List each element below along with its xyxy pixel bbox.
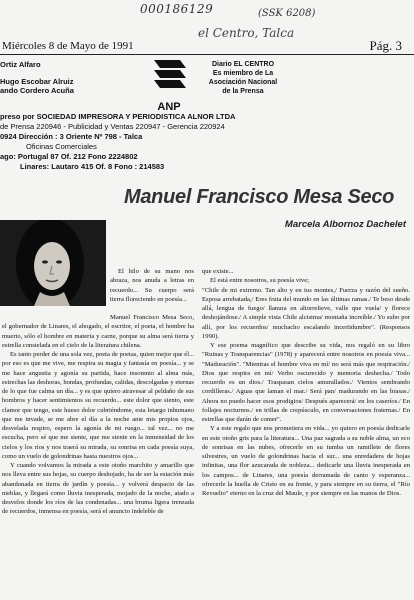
- address-line: 0924 Dirección : 3 Oriente Nº 798 - Talca: [0, 132, 143, 141]
- article-paragraph: Es tanto perder de una sola vez, poeta de poetas, quien mejor que él... por eso es que me vive, me respira su magia y fantasía en poesía... y se me hace angustia y agonía su partida, hace insomnio al alma más, estrechas las deshoras, hondas, profundas, calidas, descolgadas y eternas de lo que fue calma un día... y es que quiero atravesar al peldaño de sus hombros y hacer sentimientos su recuerdo... este dolor que siento, este clamor que tengo, este hueso dolor cubriéndome, esta letargo inhumano que me invade, se me abre el día a la noche ante mis propios ojos, desvelada respiro, espero la agonía de mi ruego... tal vez... no me escucha, pero sé que me siente, que me siente en la inmensidad de los cielos y los ríos y nos traerá su mirada, su sonrisa en cada poesía suya, como un vuelo de golondrinas hasta nuestros ojos...: [2, 351, 194, 460]
- anp-logo-text: ANP: [157, 101, 181, 113]
- staff-name: Ortiz Alfaro: [0, 60, 41, 69]
- anp-logo: [150, 58, 188, 113]
- article-column-1: [2, 313, 194, 517]
- article-paragraph: que existe...: [202, 268, 234, 275]
- anp-membership-note: [198, 60, 288, 96]
- page-number: Pág. 3: [369, 38, 402, 53]
- article-paragraph: El está entre nosotros, su poesía vive;: [210, 277, 310, 285]
- linares-office-line: Linares: Lautaro 415 Of. 8 Fono : 214583: [20, 162, 165, 171]
- article-column-2: [202, 267, 410, 498]
- anp-logo-graphic: [150, 58, 188, 98]
- anp-note-line: Es miembro de La: [212, 70, 274, 77]
- article-author: Marcela Albornoz Dachelet: [284, 219, 406, 230]
- article-paragraph: Y ese poema magnífico que describe su vida, nos regaló en su libro "Ruinas y Transparencias" (1978) y aparecerá entre nosotros en poesía viva... "Maduración". "Mientras el hombre viva en mí/ no será más que respiración./ Dios que respira en mí/ Verbo oscurecido y memoria deshecha./ Todo recuerdo es un dios./ Traspasan cielos amurallados./ Vientos sembrando cordilleras./ Aguas que laman el mar./ Será pan/ madurando en las brasas./ Ahora no puedo hacer esos prodigios/ Después aparecerá/ en los caseríos./ En follajes nocturnos./ en trillas de crepúsculo, en conversaciones fraternas./ En estrellas que darán de comer".: [202, 342, 410, 423]
- handwritten-archive-code: (SSK 6208): [258, 8, 316, 19]
- article-paragraph: Manuel Francisco Mesa Seco, el gobernador de Linares, el abogado, el escritor, el poeta, el hombre ha muerto, sólo el hombre en materia y carne, porque su alma será tierra y estrella constelada en el cielo de la literatura chilena.: [2, 314, 194, 349]
- article-paragraph: Y cuando volvamos la mirada a este otoño marchito y amarillo que nos lleva entre sus hojas, su cuerpo deshojado, ha de ser la estación más abandonada en tierra de jardín y poesía... y volverá despacio de las nieblas, y llegará como lluvia inesperada, mojado de la noche, atado a desvelos donde los ríos de las condenadas... una bruma ligera trenzada de recuerdos, inmensa en poesía, será el anuncio indeleble de: [2, 462, 194, 516]
- article-paragraph: "Chile de mi extremo. Tan alto y en tus montes,/ Fuerza y razón del sueño. Esposa arrebatada,/ Eres fruta del mundo en las últimas ramas./ Te beso desde allá, lengua de fuego/ llanura en altorrelieve, valle que vuela/ y florece deshojándose./ A simple vista Chile alcisima/ montaña increíble./ Yo subo por allí, por los recuerdos/ muchacho escalando incertidumbre". (Responsos 1990).: [202, 286, 410, 340]
- publisher-line: preso por SOCIEDAD IMPRESORA Y PERIODISTICA ALNOR LTDA: [0, 112, 236, 121]
- issue-date: Miércoles 8 de Mayo de 1991: [2, 40, 134, 52]
- staff-name: Hugo Escobar Alruiz: [0, 77, 74, 86]
- offices-line: Oficinas Comerciales: [26, 142, 97, 151]
- article-title: Manuel Francisco Mesa Seco: [124, 186, 395, 208]
- santiago-office-line: ago: Portugal 87 Of. 212 Fono 2224802: [0, 152, 138, 161]
- author-portrait-photo: [0, 220, 106, 306]
- header-rule: [0, 54, 414, 55]
- anp-note-line: Asociación Nacional: [208, 79, 278, 86]
- masthead-publisher-block: [0, 112, 300, 172]
- anp-note-line: Diario EL CENTRO: [211, 61, 275, 68]
- article-paragraph: El hilo de su mano nos abraza, nos anuda a letras en recuerdo... Su cuerpo será tierra floreciendo en poesía...: [110, 268, 194, 303]
- article-paragraph: Y a este regalo que nos prometiera en vida... yo quiero en poesía dedicarle en este otoño gris para la literatura... Una paz sagrada a su noble alma, un eco de sonrisas en las nubes, ofrecerle en su tumba un ramillete de flores silvestres, un vuelo de golondrinas hacia el sur... una enredadera de hojas infinitas, una flor azucarada de nobleza... dedicarle una lluvia inesperada en los campos... de Linares, una poesía derramada de canto y esperanza... ofrecerle la huella de Cristo en su frente, y para siempre en su tierra, el "Río Revuelto" eterno en la cruz del Maule, y por siempre en las manos de Dios.: [202, 425, 410, 497]
- phones-line: de Prensa 220946 - Publicidad y Ventas 220947 - Gerencia 220924: [0, 122, 225, 131]
- anp-note-line: de la Prensa: [222, 88, 264, 95]
- staff-name: ando Cordero Acuña: [0, 86, 74, 95]
- handwritten-archive-number: 000186129: [140, 2, 214, 16]
- masthead-staff: [0, 60, 150, 95]
- handwritten-source-note: el Centro, Talca: [198, 26, 295, 40]
- article-column-1-lead: [110, 267, 194, 304]
